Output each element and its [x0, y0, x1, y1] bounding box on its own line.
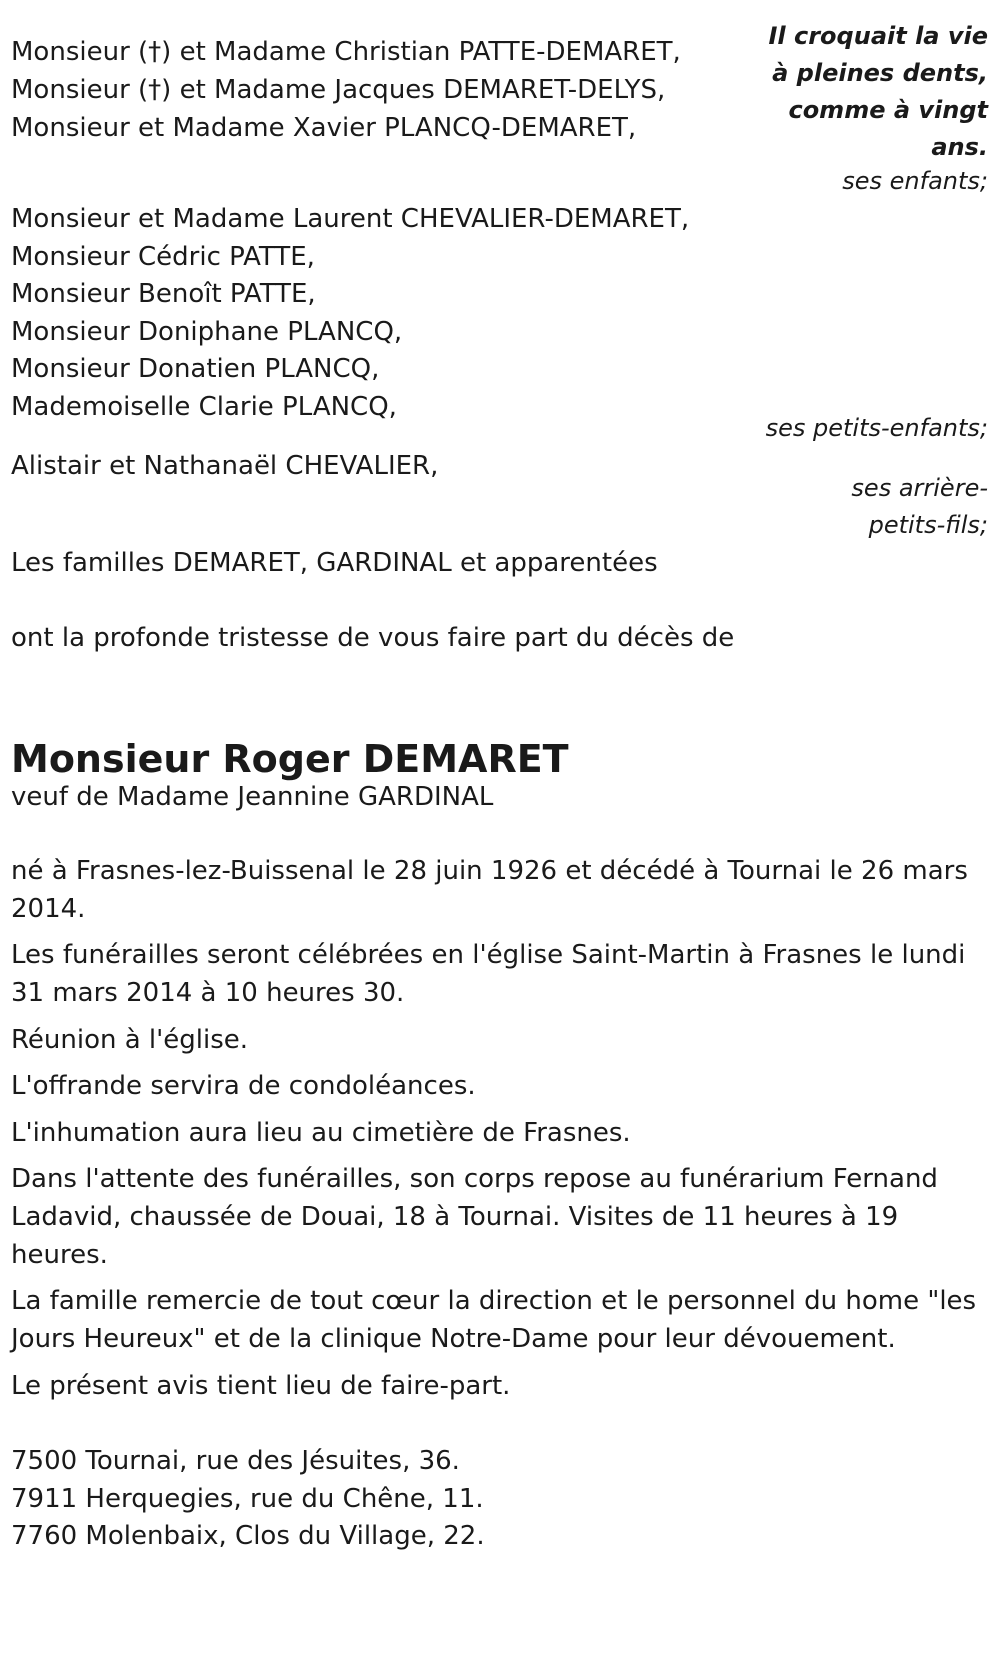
burial-paragraph: L'inhumation aura lieu au cimetière de Frasnes. [11, 1118, 631, 1148]
funeral-paragraph: Les funérailles seront célébrées en l'église Saint-Martin à Frasnes le lundi 31 mars 2014 à 10 heures 30. [11, 940, 966, 1008]
address-line: 7911 Herquegies, rue du Chêne, 11. [11, 1484, 484, 1514]
great-grandchildren-line: Alistair et Nathanaël CHEVALIER, [11, 451, 439, 481]
thanks-paragraph: La famille remercie de tout cœur la direction et le personnel du home "les Jours Heureux" et de la clinique Notre-Dame pour leur dévouement. [11, 1286, 977, 1354]
address-line: 7760 Molenbaix, Clos du Village, 22. [11, 1521, 485, 1551]
widower-line: veuf de Madame Jeannine GARDINAL [11, 782, 494, 812]
grandchild-line: Monsieur Benoît PATTE, [11, 279, 316, 309]
grandchild-line: Monsieur et Madame Laurent CHEVALIER-DEMARET, [11, 204, 690, 234]
meeting-paragraph: Réunion à l'église. [11, 1025, 249, 1055]
deceased-name: Monsieur Roger DEMARET [11, 737, 569, 781]
child-line: Monsieur et Madame Xavier PLANCQ-DEMARET, [11, 113, 637, 143]
birth-death-paragraph: né à Frasnes-lez-Buissenal le 28 juin 1926 et décédé à Tournai le 26 mars 2014. [11, 856, 968, 924]
grandchild-line: Monsieur Donatien PLANCQ, [11, 354, 380, 384]
grandchild-line: Monsieur Doniphane PLANCQ, [11, 317, 403, 347]
epitaph-quote: Il croquait la vie à pleines dents, comme à vingt ans. [768, 22, 988, 161]
viewing-paragraph: Dans l'attente des funérailles, son corps repose au funérarium Fernand Ladavid, chaussée de Douai, 18 à Tournai. Visites de 11 heures à 19 heures. [11, 1164, 938, 1270]
address-line: 7500 Tournai, rue des Jésuites, 36. [11, 1446, 460, 1476]
child-line: Monsieur (†) et Madame Jacques DEMARET-DELYS, [11, 75, 666, 105]
notice-paragraph: Le présent avis tient lieu de faire-part. [11, 1371, 511, 1401]
families-line: Les familles DEMARET, GARDINAL et apparentées [11, 548, 658, 578]
child-line: Monsieur (†) et Madame Christian PATTE-DEMARET, [11, 37, 681, 67]
grandchild-line: Mademoiselle Clarie PLANCQ, [11, 392, 397, 422]
offering-paragraph: L'offrande servira de condoléances. [11, 1071, 476, 1101]
announcement-line: ont la profonde tristesse de vous faire part du décès de [11, 623, 735, 653]
grandchild-line: Monsieur Cédric PATTE, [11, 242, 315, 272]
grandchildren-label: ses petits-enfants; [765, 414, 988, 442]
children-label: ses enfants; [842, 167, 988, 195]
great-grandchildren-label: ses arrière-petits-fils; [851, 474, 988, 539]
